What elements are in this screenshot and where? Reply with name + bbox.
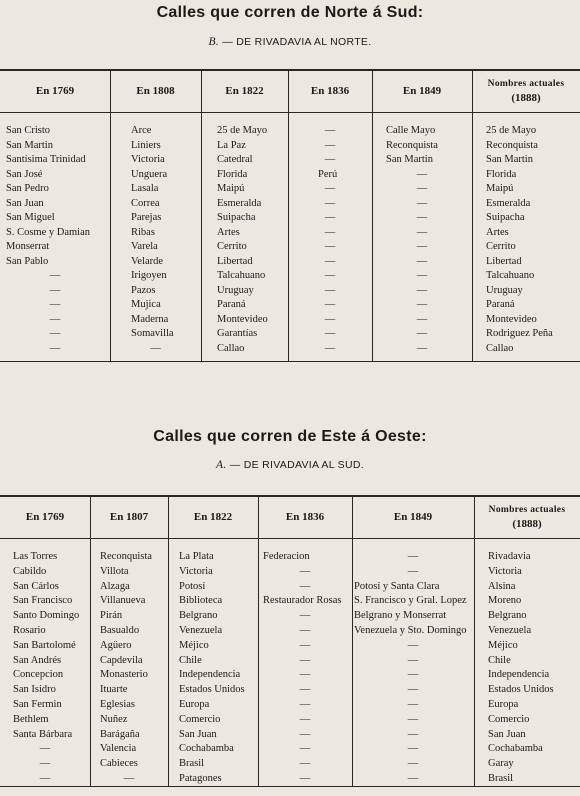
table-cell: Moreno	[488, 595, 522, 607]
table-cell: Santo Domingo	[13, 610, 80, 622]
section2-table-body	[0, 550, 580, 790]
section1-header-1769: En 1769	[35, 85, 75, 97]
table-row	[0, 211, 580, 225]
table-cell: Potosí	[179, 580, 206, 592]
table-cell: Perú	[318, 168, 338, 180]
table-cell: Cerrito	[486, 241, 516, 252]
table-cell: —	[416, 241, 428, 252]
table-cell: Belgrano y Monserrat	[354, 610, 447, 622]
table-cell: Patagones	[179, 773, 222, 784]
table-row	[0, 255, 580, 269]
table-cell: Talcahuano	[486, 270, 535, 281]
table-cell: —	[299, 625, 311, 636]
section1-top-rule	[0, 69, 580, 71]
table-cell: 25 de Mayo	[486, 125, 537, 136]
table-row	[0, 772, 580, 786]
table-cell: —	[416, 284, 428, 296]
table-cell: —	[324, 328, 336, 339]
section2-top-rule	[0, 495, 580, 497]
table-cell: Estados Unidos	[179, 684, 245, 696]
table-cell: Comercio	[179, 713, 221, 725]
table-cell: Concepcion	[13, 669, 64, 681]
table-row	[0, 654, 580, 668]
section2-header-1849: En 1849	[393, 511, 433, 523]
section2-title: Calles que corren de Este á Oeste:	[153, 428, 427, 445]
table-cell: Venezuela	[488, 625, 532, 636]
table-cell: —	[416, 328, 428, 339]
section1-subtitle-text: — DE RIVADAVIA AL NORTE.	[219, 36, 372, 48]
table-cell: Victoria	[488, 565, 522, 577]
table-cell: —	[407, 565, 419, 577]
table-cell: —	[299, 684, 311, 696]
section1-header-1849: En 1849	[402, 85, 442, 97]
section1-header-1822: En 1822	[225, 85, 264, 97]
table-cell: —	[324, 212, 336, 223]
table-cell: Reconquista	[386, 139, 438, 151]
table-row	[0, 226, 580, 240]
table-cell: —	[324, 154, 336, 165]
table-row	[0, 550, 580, 564]
table-row	[0, 124, 580, 138]
table-row	[0, 624, 580, 638]
table-cell: Cerrito	[217, 241, 247, 252]
table-cell: San Isidro	[13, 684, 56, 696]
table-cell: Libertad	[217, 255, 253, 267]
table-cell: —	[407, 699, 419, 710]
table-cell: Capdevila	[100, 654, 143, 666]
table-cell: —	[407, 713, 419, 725]
table-cell: Bethlem	[13, 713, 49, 725]
table-cell: La Paz	[217, 139, 246, 151]
table-cell: San Juan	[179, 728, 217, 740]
table-cell: —	[324, 226, 336, 238]
table-row	[0, 327, 580, 341]
table-cell: Correa	[131, 197, 160, 209]
table-cell: —	[49, 270, 61, 281]
table-cell: —	[324, 125, 336, 136]
table-cell: Irigoyen	[131, 270, 167, 281]
table-cell: San Martin	[386, 154, 433, 165]
table-row	[0, 683, 580, 697]
section1-table-body	[0, 124, 580, 364]
table-cell: —	[416, 168, 428, 180]
table-cell: Esmeralda	[217, 197, 262, 209]
table-cell: —	[416, 226, 428, 238]
table-cell: Valencia	[100, 743, 137, 755]
section2-header-1807: En 1807	[109, 511, 149, 523]
table-cell: Varela	[131, 241, 158, 252]
table-cell: Santísima Trinidad	[6, 154, 86, 165]
table-row	[0, 197, 580, 211]
table-cell: Santa Bárbara	[13, 728, 73, 740]
table-cell: Montevideo	[217, 313, 268, 325]
table-row	[0, 153, 580, 167]
table-cell: Talcahuano	[217, 270, 266, 281]
table-row	[0, 240, 580, 254]
table-cell: Rivadavia	[488, 551, 531, 562]
table-cell: San Andrés	[13, 654, 62, 666]
table-cell: —	[324, 255, 336, 267]
table-cell: Venezuela y Sto. Domingo	[354, 625, 467, 636]
table-cell: Somavilla	[131, 328, 174, 339]
table-cell: —	[299, 713, 311, 725]
table-cell: —	[299, 639, 311, 651]
table-cell: San Fermin	[13, 699, 62, 710]
table-cell: —	[416, 212, 428, 223]
table-cell: San Juan	[488, 728, 526, 740]
table-cell: Uruguay	[217, 284, 254, 296]
table-cell: —	[299, 743, 311, 755]
table-cell: —	[299, 654, 311, 666]
table-cell: Artes	[486, 226, 509, 238]
table-cell: Independencia	[179, 669, 241, 681]
table-cell: Artes	[217, 226, 240, 238]
table-cell: San Cárlos	[13, 580, 59, 592]
table-cell: —	[416, 197, 428, 209]
table-row	[0, 168, 580, 182]
table-cell: Maderna	[131, 313, 169, 325]
table-cell: Nuñez	[100, 713, 128, 725]
table-cell: —	[324, 183, 336, 194]
section1-header-actuales-label: Nombres actuales	[487, 79, 565, 89]
table-cell: —	[299, 565, 311, 577]
table-cell: Europa	[179, 699, 210, 710]
table-cell: —	[324, 241, 336, 252]
table-cell: Florida	[486, 168, 517, 180]
section1-subtitle	[0, 36, 580, 48]
table-cell: San Cristo	[6, 125, 51, 136]
table-cell: —	[416, 313, 428, 325]
table-cell: Rosario	[13, 625, 46, 636]
table-cell: Catedral	[217, 154, 253, 165]
table-cell: Libertad	[486, 255, 522, 267]
table-cell: Monasterio	[100, 669, 148, 681]
table-row	[0, 594, 580, 608]
table-row	[0, 742, 580, 756]
table-cell: Unguera	[131, 168, 168, 180]
table-cell: —	[299, 728, 311, 740]
table-cell: —	[39, 743, 51, 755]
table-cell: Esmeralda	[486, 197, 531, 209]
table-cell: Belgrano	[488, 610, 527, 622]
table-row	[0, 284, 580, 298]
table-row	[0, 668, 580, 682]
table-cell: —	[49, 313, 61, 325]
section2-subtitle-text: — DE RIVADAVIA AL SUD.	[226, 459, 364, 471]
table-cell: Independencia	[488, 669, 550, 681]
table-cell: —	[416, 342, 428, 354]
table-cell: San Juan	[6, 197, 44, 209]
table-cell: San Martin	[6, 139, 53, 151]
table-row	[0, 298, 580, 312]
table-cell: —	[49, 299, 61, 310]
table-cell: Pazos	[131, 284, 156, 296]
section2-header-actuales-label: Nombres actuales	[488, 505, 566, 515]
table-row	[0, 139, 580, 153]
table-cell: Parejas	[131, 212, 162, 223]
table-row	[0, 609, 580, 623]
table-cell: Cochabamba	[488, 743, 543, 755]
table-cell: —	[407, 669, 419, 681]
table-row	[0, 580, 580, 594]
table-cell: Biblioteca	[179, 595, 223, 607]
table-cell: —	[49, 328, 61, 339]
table-cell: Reconquista	[100, 551, 152, 562]
table-cell: Paraná	[217, 299, 246, 310]
section1-header-actuales-year: (1888)	[511, 92, 541, 104]
table-cell: Callao	[486, 342, 514, 354]
table-cell: Suipacha	[217, 212, 256, 223]
table-cell: Brasil	[179, 758, 205, 770]
table-cell: Calle Mayo	[386, 125, 436, 136]
table-cell: Cabildo	[13, 565, 47, 577]
table-cell: Basualdo	[100, 625, 140, 636]
table-cell: Cochabamba	[179, 743, 234, 755]
table-cell: —	[324, 342, 336, 354]
table-cell: Estados Unidos	[488, 684, 554, 696]
table-cell: Florida	[217, 168, 248, 180]
table-cell: San Pedro	[6, 183, 49, 194]
table-row	[0, 342, 580, 356]
table-cell: Paraná	[486, 299, 515, 310]
table-cell: Lasala	[131, 183, 159, 194]
table-row	[0, 698, 580, 712]
table-cell: —	[324, 299, 336, 310]
table-cell: —	[407, 639, 419, 651]
table-cell: —	[49, 284, 61, 296]
table-cell: Villota	[100, 565, 129, 577]
table-cell: Villanueva	[100, 595, 146, 607]
table-cell: —	[407, 758, 419, 770]
section2-subtitle-letter: A.	[216, 459, 227, 471]
section1-title: Calles que corren de Norte á Sud:	[156, 4, 424, 21]
table-cell: Potosí y Santa Clara	[354, 580, 440, 592]
table-cell: Ribas	[131, 226, 155, 238]
table-cell: Rodriguez Peña	[486, 328, 553, 339]
table-row	[0, 757, 580, 771]
table-cell: —	[416, 183, 428, 194]
table-cell: Reconquista	[486, 139, 538, 151]
table-cell: —	[416, 255, 428, 267]
table-cell: Brasil	[488, 773, 514, 784]
table-cell: —	[299, 669, 311, 681]
table-cell: La Plata	[179, 551, 214, 562]
table-cell: —	[407, 728, 419, 740]
table-cell: —	[324, 284, 336, 296]
table-cell: San Pablo	[6, 255, 49, 267]
table-row	[0, 269, 580, 283]
table-cell: Uruguay	[486, 284, 523, 296]
section1-header-1808: En 1808	[136, 85, 175, 97]
table-cell: —	[407, 551, 419, 562]
table-row	[0, 713, 580, 727]
table-cell: Cabieces	[100, 758, 138, 770]
table-cell: Méjico	[179, 639, 209, 651]
table-cell: Mujica	[131, 299, 161, 310]
section2-header-1769: En 1769	[25, 511, 65, 523]
table-cell: Belgrano	[179, 610, 218, 622]
section1-header-1836: En 1836	[310, 85, 350, 97]
table-row	[0, 313, 580, 327]
table-cell: Chile	[179, 654, 202, 666]
table-cell: —	[39, 773, 51, 784]
table-cell: Ituarte	[100, 684, 128, 696]
table-cell: Maipú	[486, 183, 514, 194]
section1-header-actuales	[472, 72, 580, 110]
table-cell: 25 de Mayo	[217, 125, 268, 136]
table-cell: Alzaga	[100, 580, 130, 592]
table-cell: Arce	[131, 125, 152, 136]
table-cell: —	[299, 758, 311, 770]
table-cell: —	[324, 197, 336, 209]
section2-header-rule	[0, 538, 580, 539]
table-cell: —	[150, 342, 161, 354]
table-cell: —	[416, 270, 428, 281]
table-cell: Alsina	[488, 580, 516, 592]
section2-bottom-rule	[0, 786, 580, 787]
table-cell: S. Francisco y Gral. Lopez	[354, 595, 467, 607]
table-cell: Méjico	[488, 639, 518, 651]
table-cell: —	[324, 313, 336, 325]
table-cell: —	[407, 684, 419, 696]
table-cell: Victoria	[179, 565, 213, 577]
table-cell: —	[299, 773, 311, 784]
table-cell: —	[324, 139, 336, 151]
table-row	[0, 639, 580, 653]
table-cell: Callao	[217, 342, 245, 354]
table-row	[0, 182, 580, 196]
table-cell: Maipú	[217, 183, 245, 194]
table-cell: Garantías	[217, 328, 258, 339]
table-cell: Restaurador Rosas	[263, 595, 342, 607]
table-cell: Velarde	[131, 255, 164, 267]
section2-header-actuales	[474, 498, 580, 536]
table-cell: Garay	[488, 758, 514, 770]
table-cell: Comercio	[488, 713, 530, 725]
table-cell: Agüero	[100, 639, 132, 651]
section2-header-1836: En 1836	[285, 511, 325, 523]
section2-subtitle	[0, 459, 580, 471]
table-cell: Suipacha	[486, 212, 525, 223]
table-cell: Barágaña	[100, 728, 140, 740]
table-cell: Monserrat	[6, 241, 50, 252]
table-cell: —	[407, 773, 419, 784]
section2-header-1822: En 1822	[193, 511, 233, 523]
table-cell: San Martin	[486, 154, 533, 165]
table-cell: San Miguel	[6, 212, 55, 223]
table-cell: Montevideo	[486, 313, 537, 325]
section1-subtitle-letter: B.	[208, 36, 220, 48]
section1-bottom-rule	[0, 361, 580, 362]
table-cell: Chile	[488, 654, 511, 666]
table-cell: Europa	[488, 699, 519, 710]
table-cell: San Bartolomé	[13, 639, 76, 651]
table-row	[0, 565, 580, 579]
table-cell: S. Cosme y Damian	[6, 226, 90, 238]
section1-header-rule	[0, 112, 580, 113]
section2-header-actuales-year: (1888)	[512, 518, 542, 530]
table-cell: —	[39, 758, 51, 770]
table-cell: —	[324, 270, 336, 281]
table-cell: Federacion	[263, 551, 310, 562]
table-cell: —	[123, 773, 135, 784]
table-cell: —	[407, 654, 419, 666]
table-cell: —	[49, 342, 61, 354]
table-cell: —	[299, 610, 311, 622]
table-cell: Las Torres	[13, 551, 58, 562]
table-cell: Eglesias	[100, 699, 135, 710]
table-row	[0, 728, 580, 742]
table-cell: Victoria	[131, 154, 165, 165]
table-cell: —	[299, 699, 311, 710]
table-cell: —	[299, 580, 311, 592]
table-cell: —	[407, 743, 419, 755]
table-cell: San Francisco	[13, 595, 73, 607]
table-cell: —	[416, 299, 428, 310]
table-cell: Pirán	[100, 610, 123, 622]
table-cell: Liniers	[131, 139, 161, 151]
table-cell: San José	[6, 168, 43, 180]
table-cell: Venezuela	[179, 625, 223, 636]
